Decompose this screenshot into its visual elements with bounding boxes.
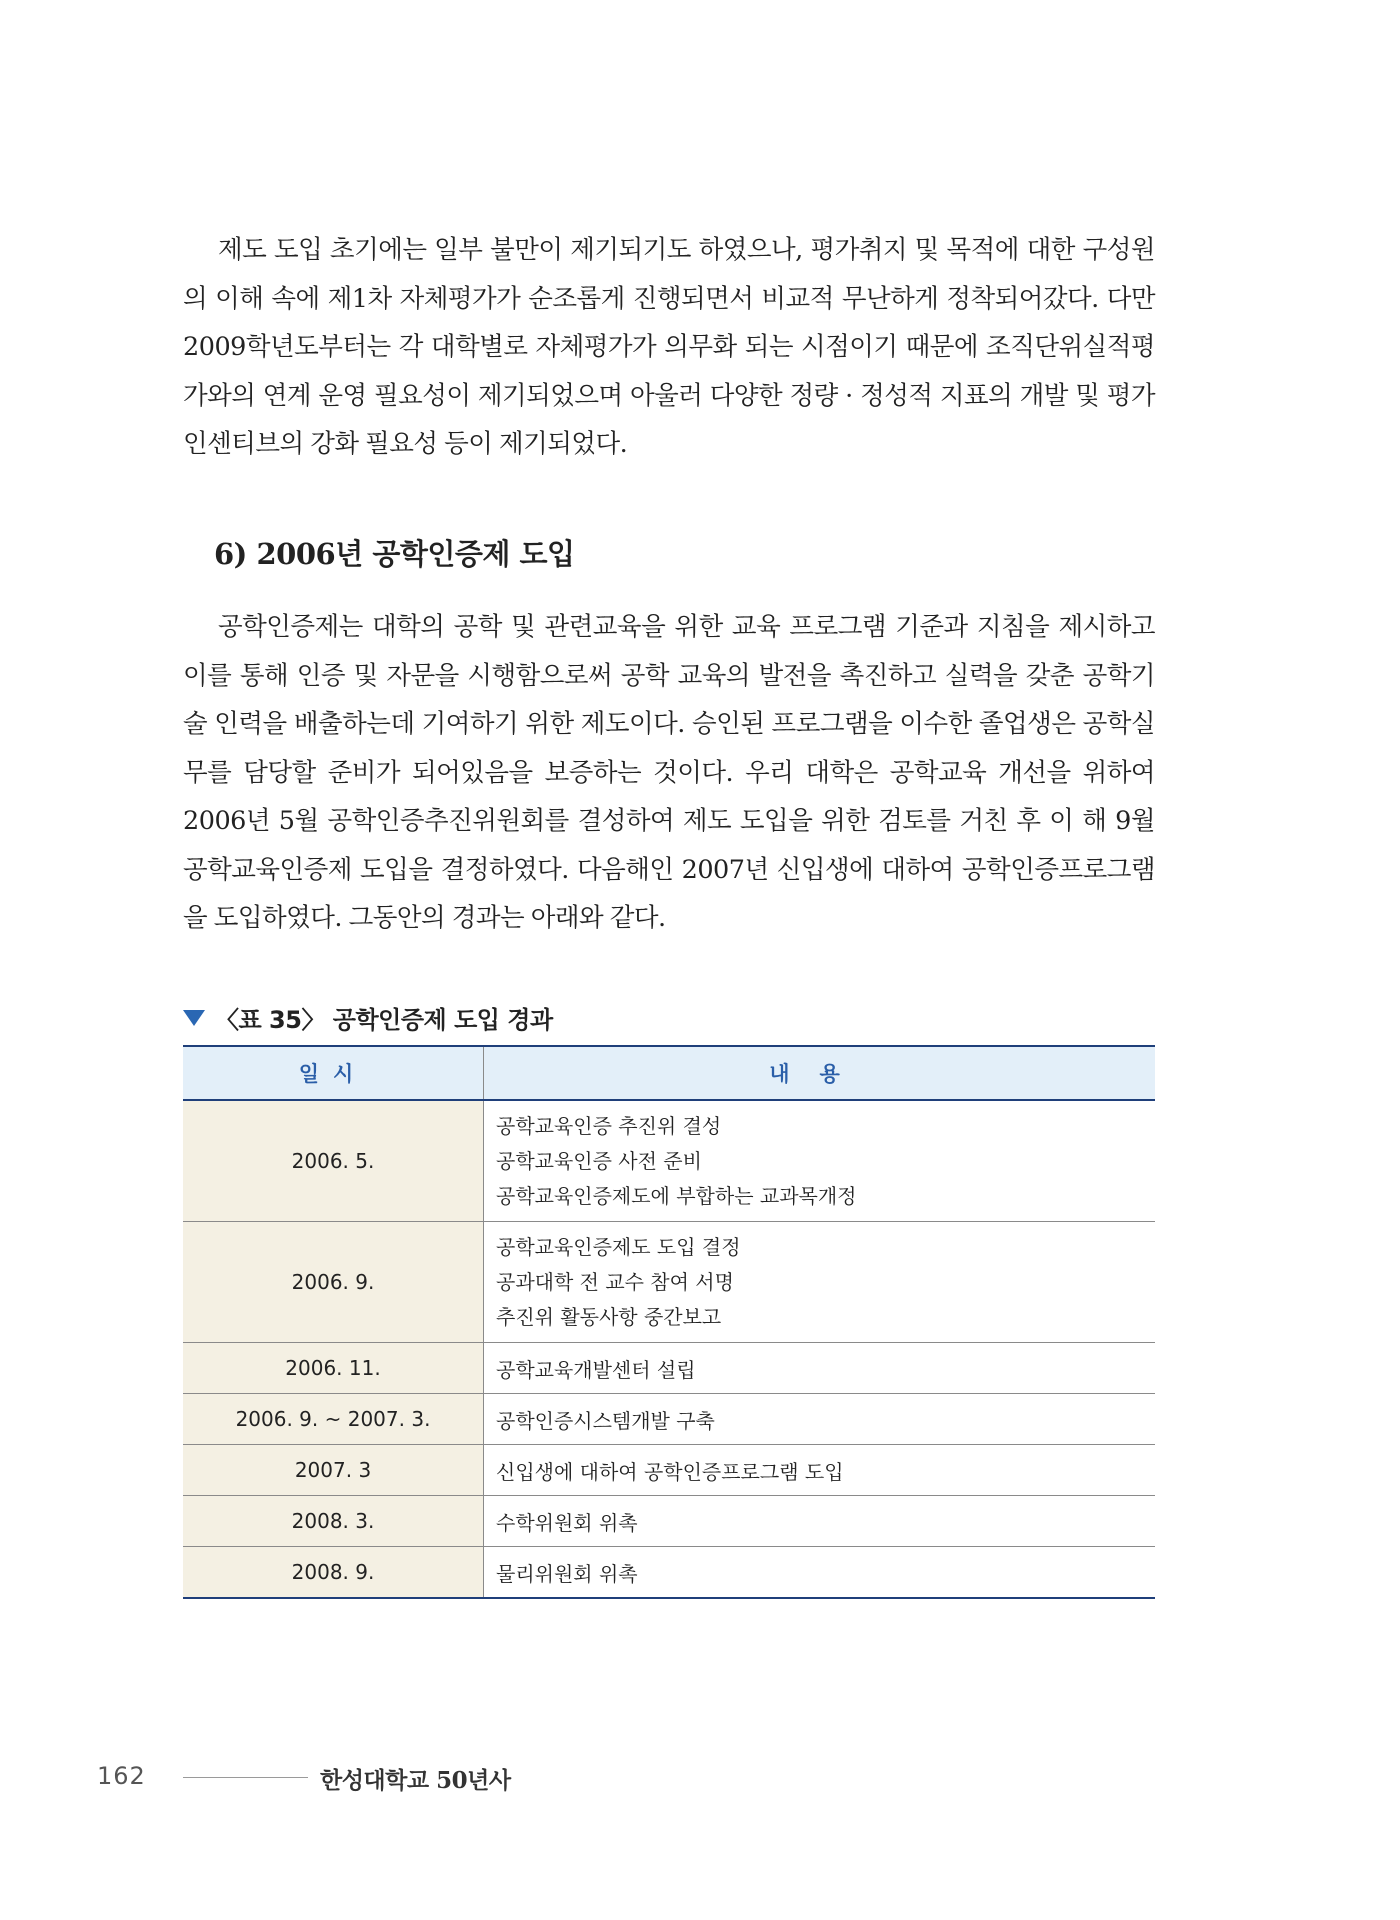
row-content: [484, 1100, 1156, 1222]
row-content: 신입생에 대하여 공학인증프로그램 도입: [484, 1445, 1156, 1496]
row-content: 공학교육개발센터 설립: [484, 1343, 1156, 1394]
body-paragraph-1: 제도 도입 초기에는 일부 불만이 제기되기도 하였으나, 평가취지 및 목적에 대한 구성원의 이해 속에 제1차 자체평가가 순조롭게 진행되면서 비교적 무난하게 정착되어갔다. 다만 2009학년도부터는 각 대학별로 자체평가가 의무화 되는 시점이기 때문에 조직단위실적평가와의 연계 운영 필요성이 제기되었으며 아울러 다양한 정량 · 정성적 지표의 개발 및 평가 인센티브의 강화 필요성 등이 제기되었다.: [183, 235, 1155, 459]
table-row: [183, 1394, 1155, 1445]
section-heading: 6) 2006년 공학인증제 도입: [214, 537, 575, 571]
content-line: 공학교육인증제도에 부합하는 교과목개정: [496, 1183, 857, 1208]
row-date: 2006. 9. ~ 2007. 3.: [183, 1394, 484, 1445]
table-header-row: [183, 1046, 1155, 1100]
header-content: 내용: [484, 1046, 1156, 1100]
body-paragraph-2: 공학인증제는 대학의 공학 및 관련교육을 위한 교육 프로그램 기준과 지침을 제시하고 이를 통해 인증 및 자문을 시행함으로써 공학 교육의 발전을 촉진하고 실력을 갖춘 공학기술 인력을 배출하는데 기여하기 위한 제도이다. 승인된 프로그램을 이수한 졸업생은 공학실무를 담당할 준비가 되어있음을 보증하는 것이다. 우리 대학은 공학교육 개선을 위하여 2006년 5월 공학인증추진위원회를 결성하여 제도 도입을 위한 검토를 거친 후 이 해 9월 공학교육인증제 도입을 결정하였다. 다음해인 2007년 신입생에 대하여 공학인증프로그램을 도입하였다. 그동안의 경과는 아래와 같다.: [183, 612, 1155, 933]
row-content: 수학위원회 위촉: [484, 1496, 1156, 1547]
content-line: 추진위 활동사항 중간보고: [496, 1304, 722, 1329]
table-row: [183, 1445, 1155, 1496]
content-line: 공과대학 전 교수 참여 서명: [496, 1269, 734, 1294]
row-content: [484, 1222, 1156, 1343]
row-date: 2006. 11.: [183, 1343, 484, 1394]
header-date: 일시: [183, 1046, 484, 1100]
table-row: [183, 1343, 1155, 1394]
row-date: 2006. 9.: [183, 1222, 484, 1343]
row-date: 2008. 3.: [183, 1496, 484, 1547]
table-row: [183, 1496, 1155, 1547]
row-content: 공학인증시스템개발 구축: [484, 1394, 1156, 1445]
table-row: [183, 1222, 1155, 1343]
footer-divider: [183, 1777, 308, 1778]
row-date: 2007. 3: [183, 1445, 484, 1496]
content-line: 공학교육인증 추진위 결성: [496, 1113, 722, 1138]
table-row: [183, 1100, 1155, 1222]
table-row: [183, 1547, 1155, 1599]
row-date: 2008. 9.: [183, 1547, 484, 1599]
content-line: 공학교육인증 사전 준비: [496, 1148, 702, 1173]
page-number: 162: [97, 1762, 146, 1790]
triangle-down-icon: [183, 1010, 205, 1026]
content-line: 공학교육인증제도 도입 결정: [496, 1234, 741, 1259]
row-date: 2006. 5.: [183, 1100, 484, 1222]
book-title: 한성대학교 50년사: [320, 1767, 511, 1794]
page-footer: [0, 1762, 1400, 1792]
table-caption-text: 〈표 35〉 공학인증제 도입 경과: [215, 1006, 553, 1034]
row-content: 물리위원회 위촉: [484, 1547, 1156, 1599]
history-table: [183, 1045, 1155, 1599]
table-caption: [183, 1000, 553, 1035]
